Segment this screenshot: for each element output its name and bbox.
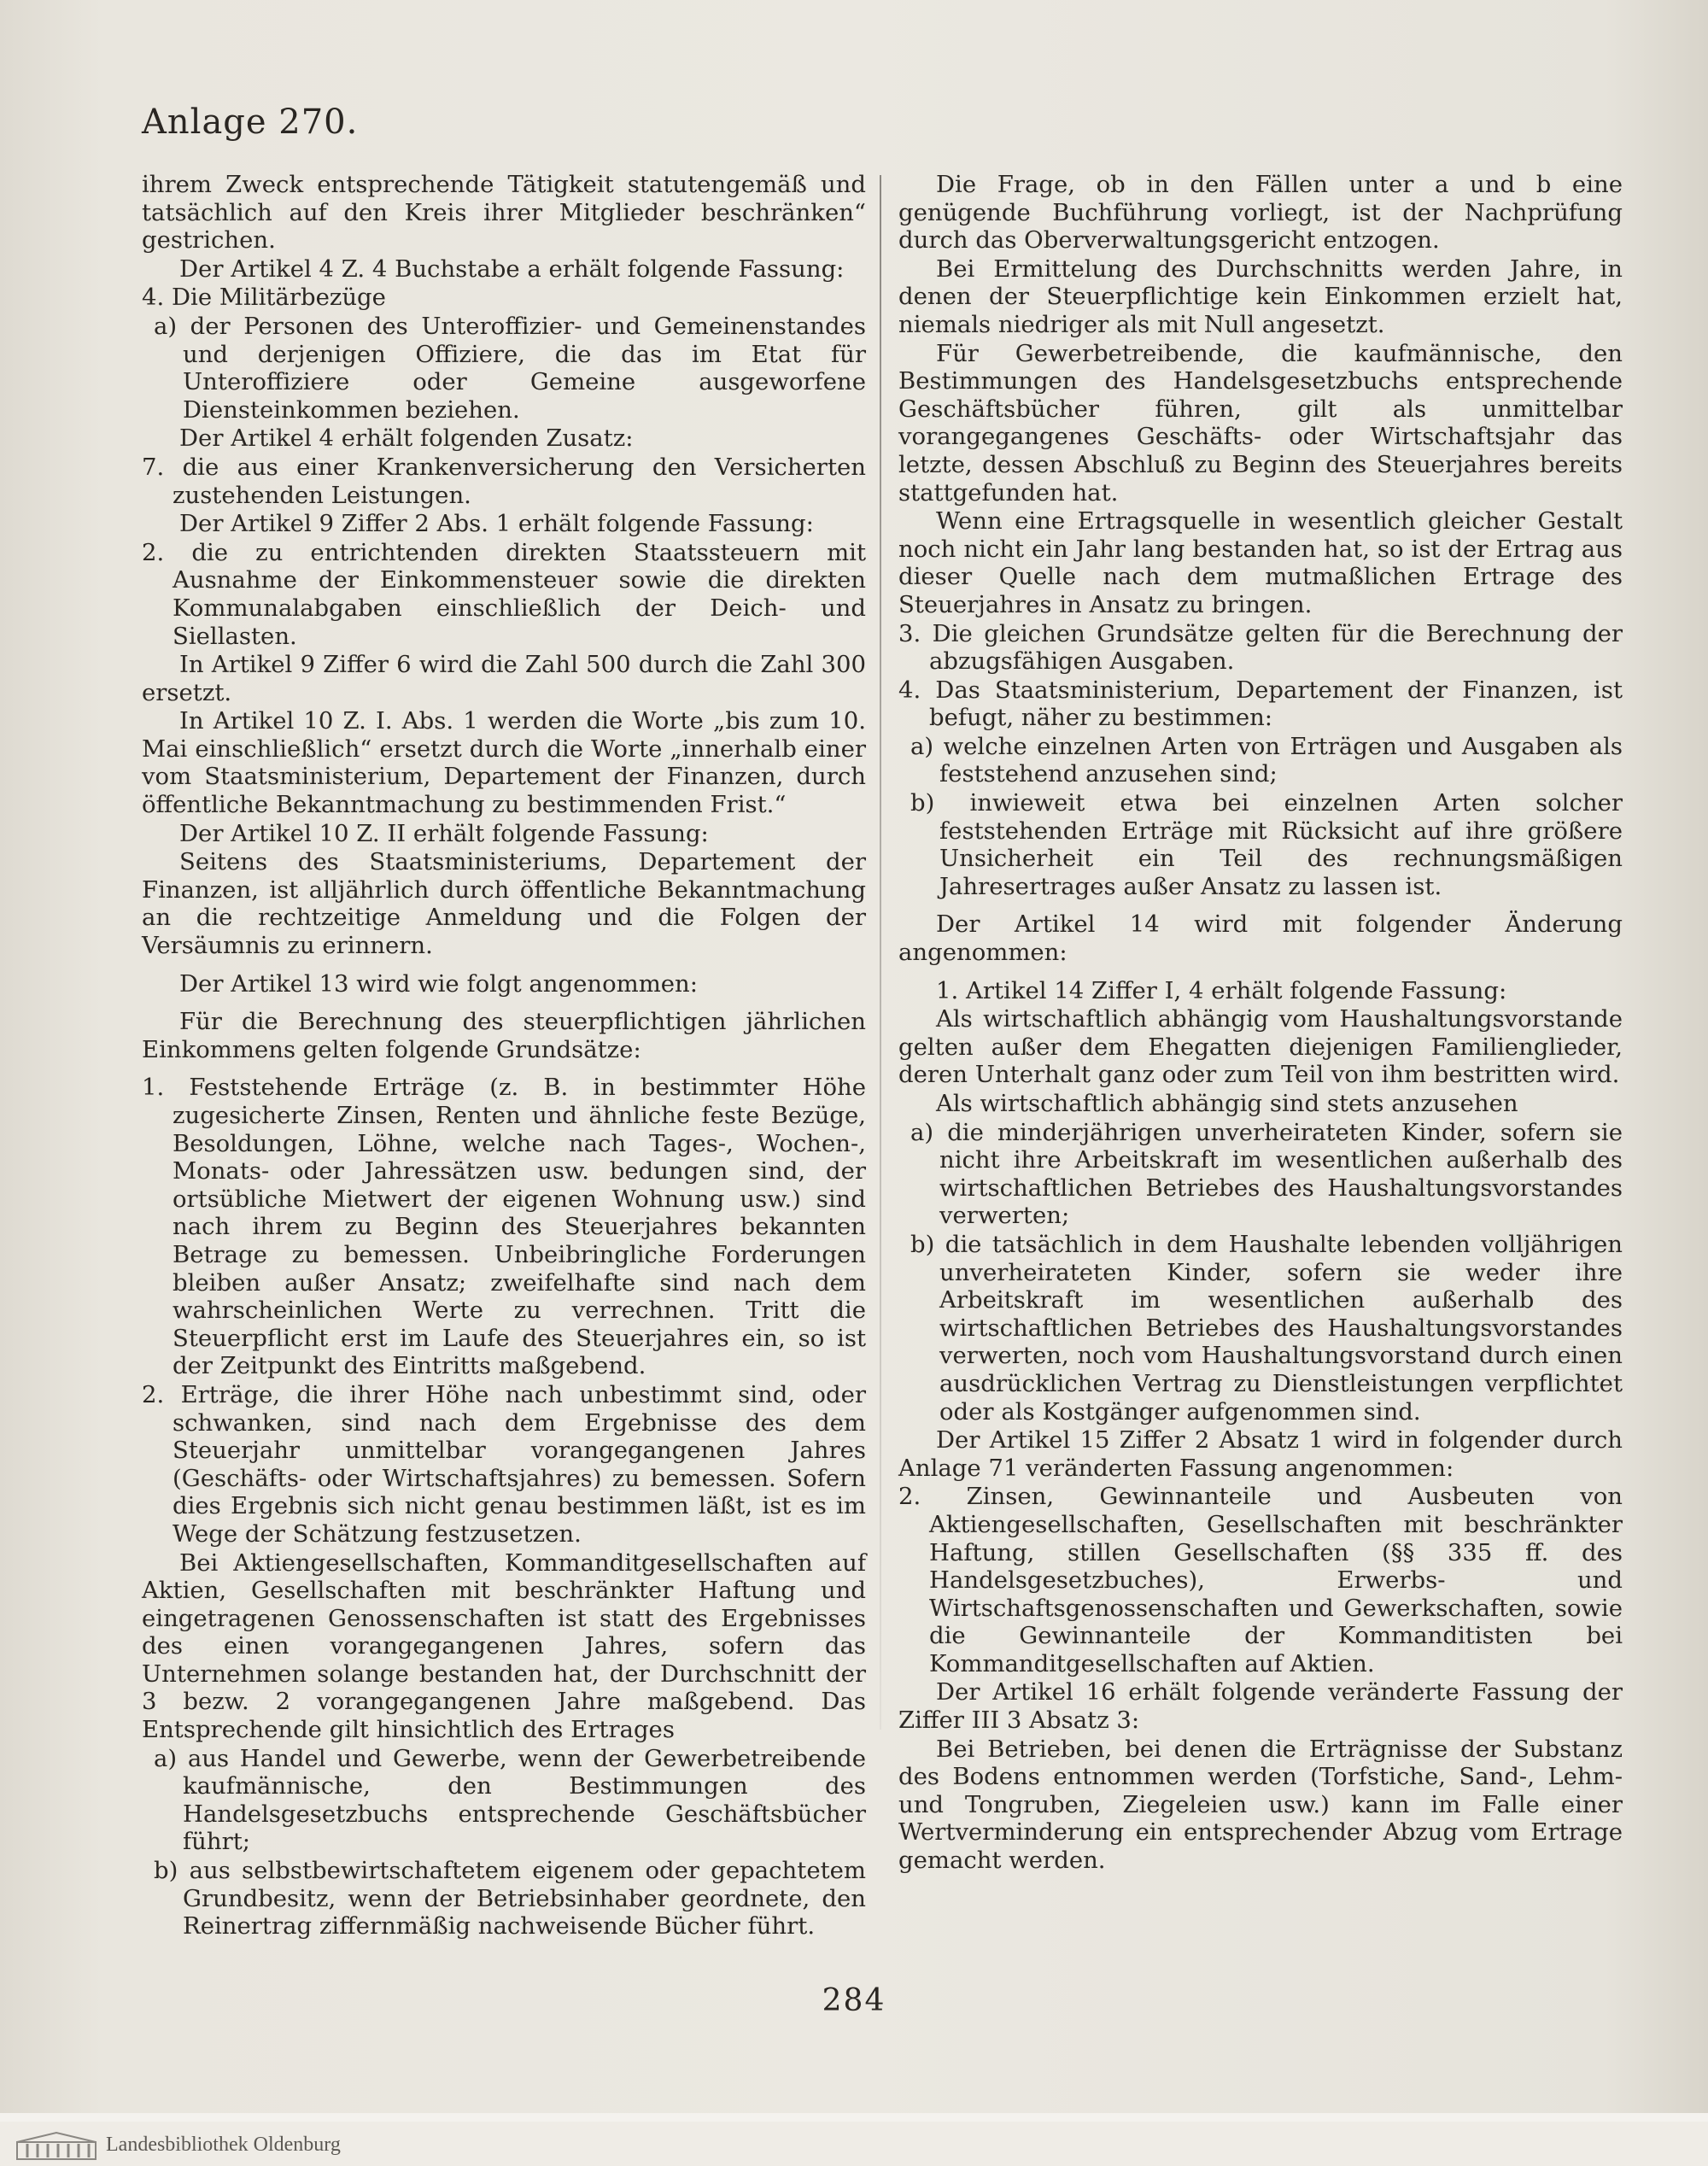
paragraph: Der Artikel 4 erhält folgenden Zusatz: <box>179 424 634 453</box>
page-header: Anlage 270. <box>142 102 359 142</box>
page-number: 284 <box>822 1983 886 2018</box>
paragraph: 3. Die gleichen Grundsätze gelten für die Berechnung der abzugsfähigen Ausgaben. <box>898 619 1623 676</box>
paragraph: In Artikel 9 Ziffer 6 wird die Zahl 500 durch die Zahl 300 ersetzt. <box>142 651 866 706</box>
paragraph: 2. Zinsen, Gewinnanteile und Ausbeuten von Aktiengesellschaften, Gesellschaften mit beschränkter Haftung, stillen Gesellschaften (§§ 335 ff. des Handelsgesetzbuches), Erwerbs- und Wirtschaftsgenossenschaften und Gewerkschaften, sowie die Gewinnanteile der Kommanditisten bei Kommanditgesellschaften auf Aktien. <box>898 1483 1623 1677</box>
paragraph: a) die minderjährigen unverheirateten Kinder, sofern sie nicht ihre Arbeitskraft im wesentlichen außerhalb des wirtschaftlichen Betriebes des Haushaltungsvorstandes verwerten; <box>910 1118 1623 1230</box>
paragraph: ihrem Zweck entsprechende Tätigkeit statutengemäß und tatsächlich auf den Kreis ihrer Mitglieder beschränken“ gestrichen. <box>142 171 866 255</box>
paragraph: b) inwieweit etwa bei einzelnen Arten solcher feststehenden Erträge mit Rücksicht auf ihre größere Unsicherheit ein Teil des rechnungsmäßigen Jahresertrages außer Ansatz zu lassen ist. <box>910 789 1623 900</box>
paragraph: b) aus selbstbewirtschaftetem eigenem oder gepachtetem Grundbesitz, wenn der Betriebsinhaber geordnete, den Reinertrag ziffernmäßig nachweisende Bücher führt. <box>154 1857 866 1941</box>
paragraph: a) aus Handel und Gewerbe, wenn der Gewerbetreibende kaufmännische, den Bestimmungen des Handelsgesetzbuchs entsprechende Geschäftsbücher führt; <box>154 1744 866 1856</box>
paragraph: Wenn eine Ertragsquelle in wesentlich gleicher Gestalt noch nicht ein Jahr lang bestanden hat, so ist der Ertrag aus dieser Quelle nach dem mutmaßlichen Ertrage des Steuerjahres in Ansatz zu bringen. <box>898 507 1623 618</box>
paragraph: Der Artikel 10 Z. II erhält folgende Fassung: <box>179 819 709 847</box>
paragraph: Der Artikel 14 wird mit folgender Änderung angenommen: <box>898 910 1623 967</box>
paragraph: Bei Ermittelung des Durchschnitts werden Jahre, in denen der Steuerpflichtige kein Einkommen erzielt hat, niemals niedriger als mit Null angesetzt. <box>898 255 1623 338</box>
paragraph: 4. Die Militärbezüge <box>142 284 386 312</box>
paragraph: Für die Berechnung des steuerpflichtigen jährlichen Einkommens gelten folgende Grundsätze: <box>142 1008 866 1063</box>
column-divider <box>880 175 881 1730</box>
paragraph: Der Artikel 13 wird wie folgt angenommen: <box>179 969 699 998</box>
paragraph: 1. Artikel 14 Ziffer I, 4 erhält folgende Fassung: <box>936 976 1507 1004</box>
paragraph: Als wirtschaftlich abhängig sind stets anzusehen <box>936 1090 1518 1117</box>
library-building-icon <box>15 2130 97 2161</box>
paragraph: Als wirtschaftlich abhängig vom Haushaltungsvorstande gelten außer dem Ehegatten diejenigen Familienglieder, deren Unterhalt ganz oder zum Teil von ihm bestritten wird. <box>898 1005 1623 1089</box>
paragraph: 4. Das Staatsministerium, Departement der Finanzen, ist befugt, näher zu bestimmen: <box>898 676 1623 732</box>
footer-band <box>0 2113 1708 2122</box>
paragraph: Der Artikel 4 Z. 4 Buchstabe a erhält folgende Fassung: <box>179 255 845 283</box>
paragraph: Seitens des Staatsministeriums, Departement der Finanzen, ist alljährlich durch öffentliche Bekanntmachung an die rechtzeitige Anmeldung und die Folgen der Versäumnis zu erinnern. <box>142 848 866 960</box>
paragraph: b) die tatsächlich in dem Haushalte lebenden volljährigen unverheirateten Kinder, sofern sie weder ihre Arbeitskraft im wesentlichen außerhalb des wirtschaftlichen Betriebes des Haushaltungsvorstandes verwerten, noch vom Haushaltungsvorstand durch einen ausdrücklichen Vertrag zu Dienstleistungen verpflichtet oder als Kostgänger aufgenommen sind. <box>910 1230 1623 1425</box>
right-column <box>898 171 1623 1876</box>
left-column <box>142 171 866 1941</box>
paragraph: In Artikel 10 Z. I. Abs. 1 werden die Worte „bis zum 10. Mai einschließlich“ ersetzt durch die Worte „innerhalb einer vom Staatsministerium, Departement der Finanzen, durch öffentliche Bekanntmachung zu bestimmenden Frist.“ <box>142 707 866 819</box>
paragraph: Der Artikel 9 Ziffer 2 Abs. 1 erhält folgende Fassung: <box>179 510 814 538</box>
paragraph: Bei Aktiengesellschaften, Kommanditgesellschaften auf Aktien, Gesellschaften mit beschränkter Haftung und eingetragenen Genossenschaften ist statt des Ergebnisses des einen vorangegangenen Jahres, sofern das Unternehmen solange bestanden hat, der Durchschnitt der 3 bezw. 2 vorangegangenen Jahre maßgebend. Das Entsprechende gilt hinsichtlich des Ertrages <box>142 1548 866 1744</box>
paragraph: Der Artikel 15 Ziffer 2 Absatz 1 wird in folgender durch Anlage 71 veränderten Fassung angenommen: <box>898 1426 1623 1482</box>
paragraph: Für Gewerbetreibende, die kaufmännische, den Bestimmungen des Handelsgesetzbuchs entsprechende Geschäftsbücher führen, gilt als unmittelbar vorangegangenes Geschäfts- oder Wirtschaftsjahr das letzte, dessen Abschluß zu Beginn des Steuerjahres bereits stattgefunden hat. <box>898 339 1623 506</box>
paragraph: Die Frage, ob in den Fällen unter a und b eine genügende Buchführung vorliegt, ist der Nachprüfung durch das Oberverwaltungsgericht entzogen. <box>898 171 1623 255</box>
paragraph: a) welche einzelnen Arten von Erträgen und Ausgaben als feststehend anzusehen sind; <box>910 732 1623 788</box>
paragraph: Der Artikel 16 erhält folgende veränderte Fassung der Ziffer III 3 Absatz 3: <box>898 1678 1623 1735</box>
paragraph: Bei Betrieben, bei denen die Erträgnisse der Substanz des Bodens entnommen werden (Torfstiche, Sand-, Lehm- und Tongruben, Ziegeleien usw.) kann im Falle einer Wertverminderung ein entsprechender Abzug vom Ertrage gemacht werden. <box>898 1735 1623 1875</box>
paragraph: 1. Feststehende Erträge (z. B. in bestimmter Höhe zugesicherte Zinsen, Renten und ähnliche feste Bezüge, Besoldungen, Löhne, welche nach Tages-, Wochen-, Monats- oder Jahressätzen usw. bedungen sind, der ortsübliche Mietwert der eigenen Wohnung usw.) sind nach ihrem zu Beginn des Steuerjahres bekannten Betrage zu bemessen. Unbeibringliche Forderungen bleiben außer Ansatz; zweifelhafte sind nach dem wahrscheinlichen Werte zu verrechnen. Tritt die Steuerpflicht erst im Laufe des Steuerjahres ein, so ist der Zeitpunkt des Eintritts maßgebend. <box>142 1074 866 1380</box>
paragraph: 2. Erträge, die ihrer Höhe nach unbestimmt sind, oder schwanken, sind nach dem Ergebnisse des dem Steuerjahr unmittelbar vorangegangenen Jahres (Geschäfts- oder Wirtschaftsjahres) zu bemessen. Sofern dies Ergebnis sich nicht genau bestimmen läßt, ist es im Wege der Schätzung festzusetzen. <box>142 1380 866 1548</box>
paragraph: 7. die aus einer Krankenversicherung den Versicherten zustehenden Leistungen. <box>142 453 866 509</box>
paragraph: 2. die zu entrichtenden direkten Staatssteuern mit Ausnahme der Einkommensteuer sowie die direkten Kommunalabgaben einschließlich der Deich- und Siellasten. <box>142 538 866 650</box>
footer <box>0 2122 1708 2166</box>
footer-library-name: Landesbibliothek Oldenburg <box>106 2134 341 2156</box>
paragraph: a) der Personen des Unteroffizier- und Gemeinenstandes und derjenigen Offiziere, die das im Etat für Unteroffiziere oder Gemeine ausgeworfene Diensteinkommen beziehen. <box>154 312 866 424</box>
